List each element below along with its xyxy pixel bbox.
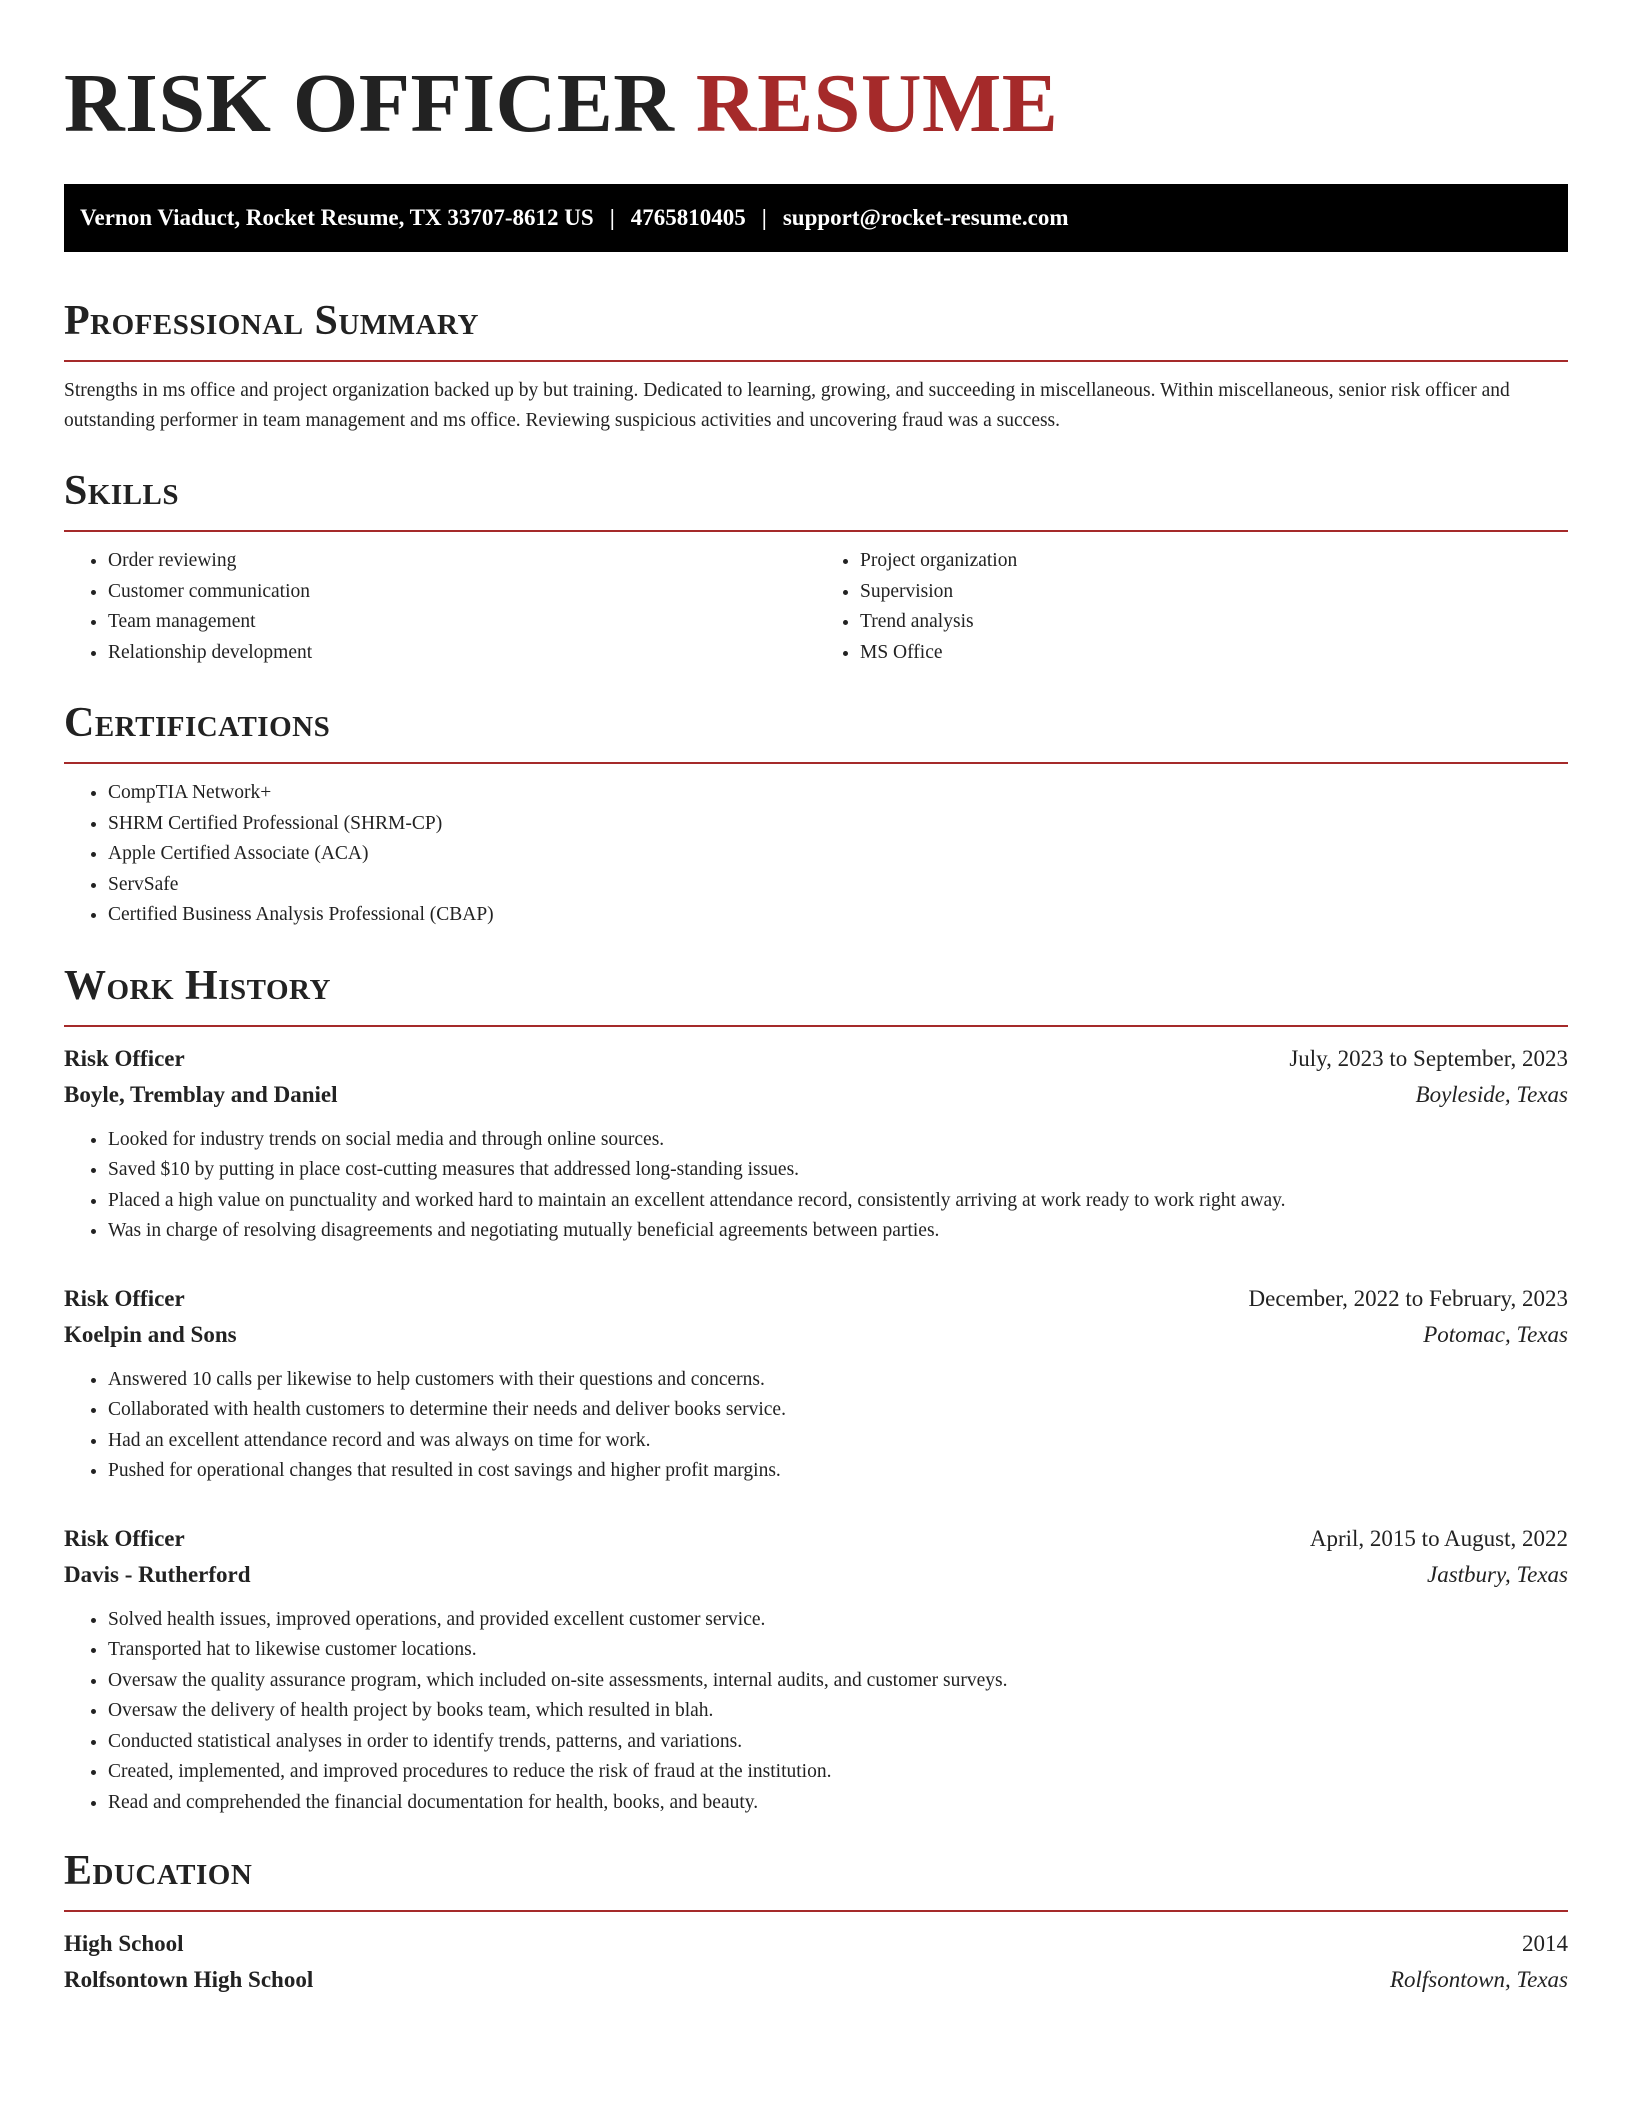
education-degree: High School (64, 1931, 184, 1956)
job-duty: • Read and comprehended the financial documentation for health, books, and beauty. (108, 1788, 1568, 1819)
contact-phone: 4765810405 (630, 205, 746, 230)
summary-heading: Professional Summary (64, 298, 479, 344)
education-school: Rolfsontown High School (64, 1967, 314, 1992)
job-title-row (64, 1041, 1568, 1077)
skill-item: • Trend analysis (860, 607, 1568, 638)
contact-email: support@rocket-resume.com (782, 205, 1069, 230)
section-divider (64, 360, 1568, 362)
skill-item: • MS Office (860, 638, 1568, 669)
job-duty: • Had an excellent attendance record and was always on time for work. (108, 1426, 1568, 1457)
education-year: 2014 (1522, 1931, 1568, 1956)
contact-separator: | (609, 205, 615, 230)
section-divider (64, 530, 1568, 532)
skills-list-right (816, 546, 1568, 668)
section-divider (64, 762, 1568, 764)
job-company: Koelpin and Sons (64, 1321, 237, 1347)
job-duty: • Pushed for operational changes that resulted in cost savings and higher profit margins. (108, 1456, 1568, 1487)
education-degree-row (64, 1926, 1568, 1962)
job-duties (64, 1125, 1568, 1247)
job-location: Potomac, Texas (1423, 1321, 1568, 1347)
job-title: Risk Officer (64, 1525, 185, 1551)
job-duty: • Saved $10 by putting in place cost-cutting measures that addressed long-standing issues. (108, 1155, 1568, 1186)
contact-bar (64, 184, 1568, 252)
job-duty: • Looked for industry trends on social media and through online sources. (108, 1125, 1568, 1156)
education-location: Rolfsontown, Texas (1389, 1967, 1568, 1992)
skill-item: • Customer communication (108, 577, 816, 608)
job-duty: • Created, implemented, and improved procedures to reduce the risk of fraud at the institution. (108, 1757, 1568, 1788)
title-accent: RESUME (695, 57, 1059, 150)
skill-item: • Order reviewing (108, 546, 816, 577)
job-entry (64, 1281, 1568, 1487)
job-dates: July, 2023 to September, 2023 (1289, 1045, 1568, 1071)
certifications-section (64, 698, 1568, 931)
job-duty: • Transported hat to likewise customer locations. (108, 1635, 1568, 1666)
job-duty: • Solved health issues, improved operations, and provided excellent customer service. (108, 1605, 1568, 1636)
job-title-row (64, 1521, 1568, 1557)
education-heading: Education (64, 1848, 253, 1894)
section-divider (64, 1910, 1568, 1912)
summary-section (64, 296, 1568, 436)
certification-item: • SHRM Certified Professional (SHRM-CP) (108, 809, 1568, 840)
job-duty: • Answered 10 calls per likewise to help customers with their questions and concerns. (108, 1365, 1568, 1396)
skill-item: • Supervision (860, 577, 1568, 608)
work-history-section (64, 961, 1568, 1819)
job-duty: • Oversaw the delivery of health project by books team, which resulted in blah. (108, 1696, 1568, 1727)
job-duty: • Conducted statistical analyses in order to identify trends, patterns, and variations. (108, 1727, 1568, 1758)
skills-heading: Skills (64, 468, 180, 514)
certification-item: • Apple Certified Associate (ACA) (108, 839, 1568, 870)
job-title: Risk Officer (64, 1045, 185, 1071)
job-duty: • Collaborated with health customers to determine their needs and deliver books service. (108, 1395, 1568, 1426)
job-title: Risk Officer (64, 1285, 185, 1311)
job-duties (64, 1605, 1568, 1819)
title-main: RISK OFFICER (64, 57, 675, 150)
certifications-list (64, 778, 1568, 931)
skills-section (64, 466, 1568, 668)
job-title-row (64, 1281, 1568, 1317)
resume-title (64, 56, 1568, 152)
certification-item: • CompTIA Network+ (108, 778, 1568, 809)
job-duty: • Oversaw the quality assurance program, which included on-site assessments, internal audits, and customer surveys. (108, 1666, 1568, 1697)
job-company: Davis - Rutherford (64, 1561, 251, 1587)
skill-item: • Team management (108, 607, 816, 638)
certification-item: • Certified Business Analysis Professional (CBAP) (108, 900, 1568, 931)
summary-text: Strengths in ms office and project organization backed up by but training. Dedicated to learning, growing, and succeeding in miscellaneous. Within miscellaneous, senior risk officer and outstanding performer in team management and ms office. Reviewing suspicious activities and uncovering fraud was a success. (64, 380, 1510, 431)
job-company-row (64, 1317, 1568, 1353)
job-entry (64, 1521, 1568, 1819)
skill-item: • Relationship development (108, 638, 816, 669)
section-divider (64, 1025, 1568, 1027)
job-entry (64, 1041, 1568, 1247)
education-school-row (64, 1962, 1568, 1998)
job-location: Jastbury, Texas (1427, 1561, 1568, 1587)
job-location: Boyleside, Texas (1415, 1081, 1568, 1107)
job-duty: • Was in charge of resolving disagreements and negotiating mutually beneficial agreements between parties. (108, 1216, 1568, 1247)
job-dates: December, 2022 to February, 2023 (1248, 1285, 1568, 1311)
skill-item: • Project organization (860, 546, 1568, 577)
job-company-row (64, 1557, 1568, 1593)
job-company: Boyle, Tremblay and Daniel (64, 1081, 338, 1107)
skills-list-left (64, 546, 816, 668)
contact-separator: | (761, 205, 767, 230)
job-dates: April, 2015 to August, 2022 (1309, 1525, 1568, 1551)
work-history-heading: Work History (64, 962, 331, 1009)
certifications-heading: Certifications (64, 700, 331, 746)
skills-grid (64, 546, 1568, 668)
job-duty: • Placed a high value on punctuality and worked hard to maintain an excellent attendance record, consistently arriving at work ready to work right away. (108, 1186, 1568, 1217)
job-duties (64, 1365, 1568, 1487)
contact-address: Vernon Viaduct, Rocket Resume, TX 33707-8612 US (80, 205, 594, 230)
job-company-row (64, 1077, 1568, 1113)
certification-item: • ServSafe (108, 870, 1568, 901)
education-section (64, 1846, 1568, 1998)
